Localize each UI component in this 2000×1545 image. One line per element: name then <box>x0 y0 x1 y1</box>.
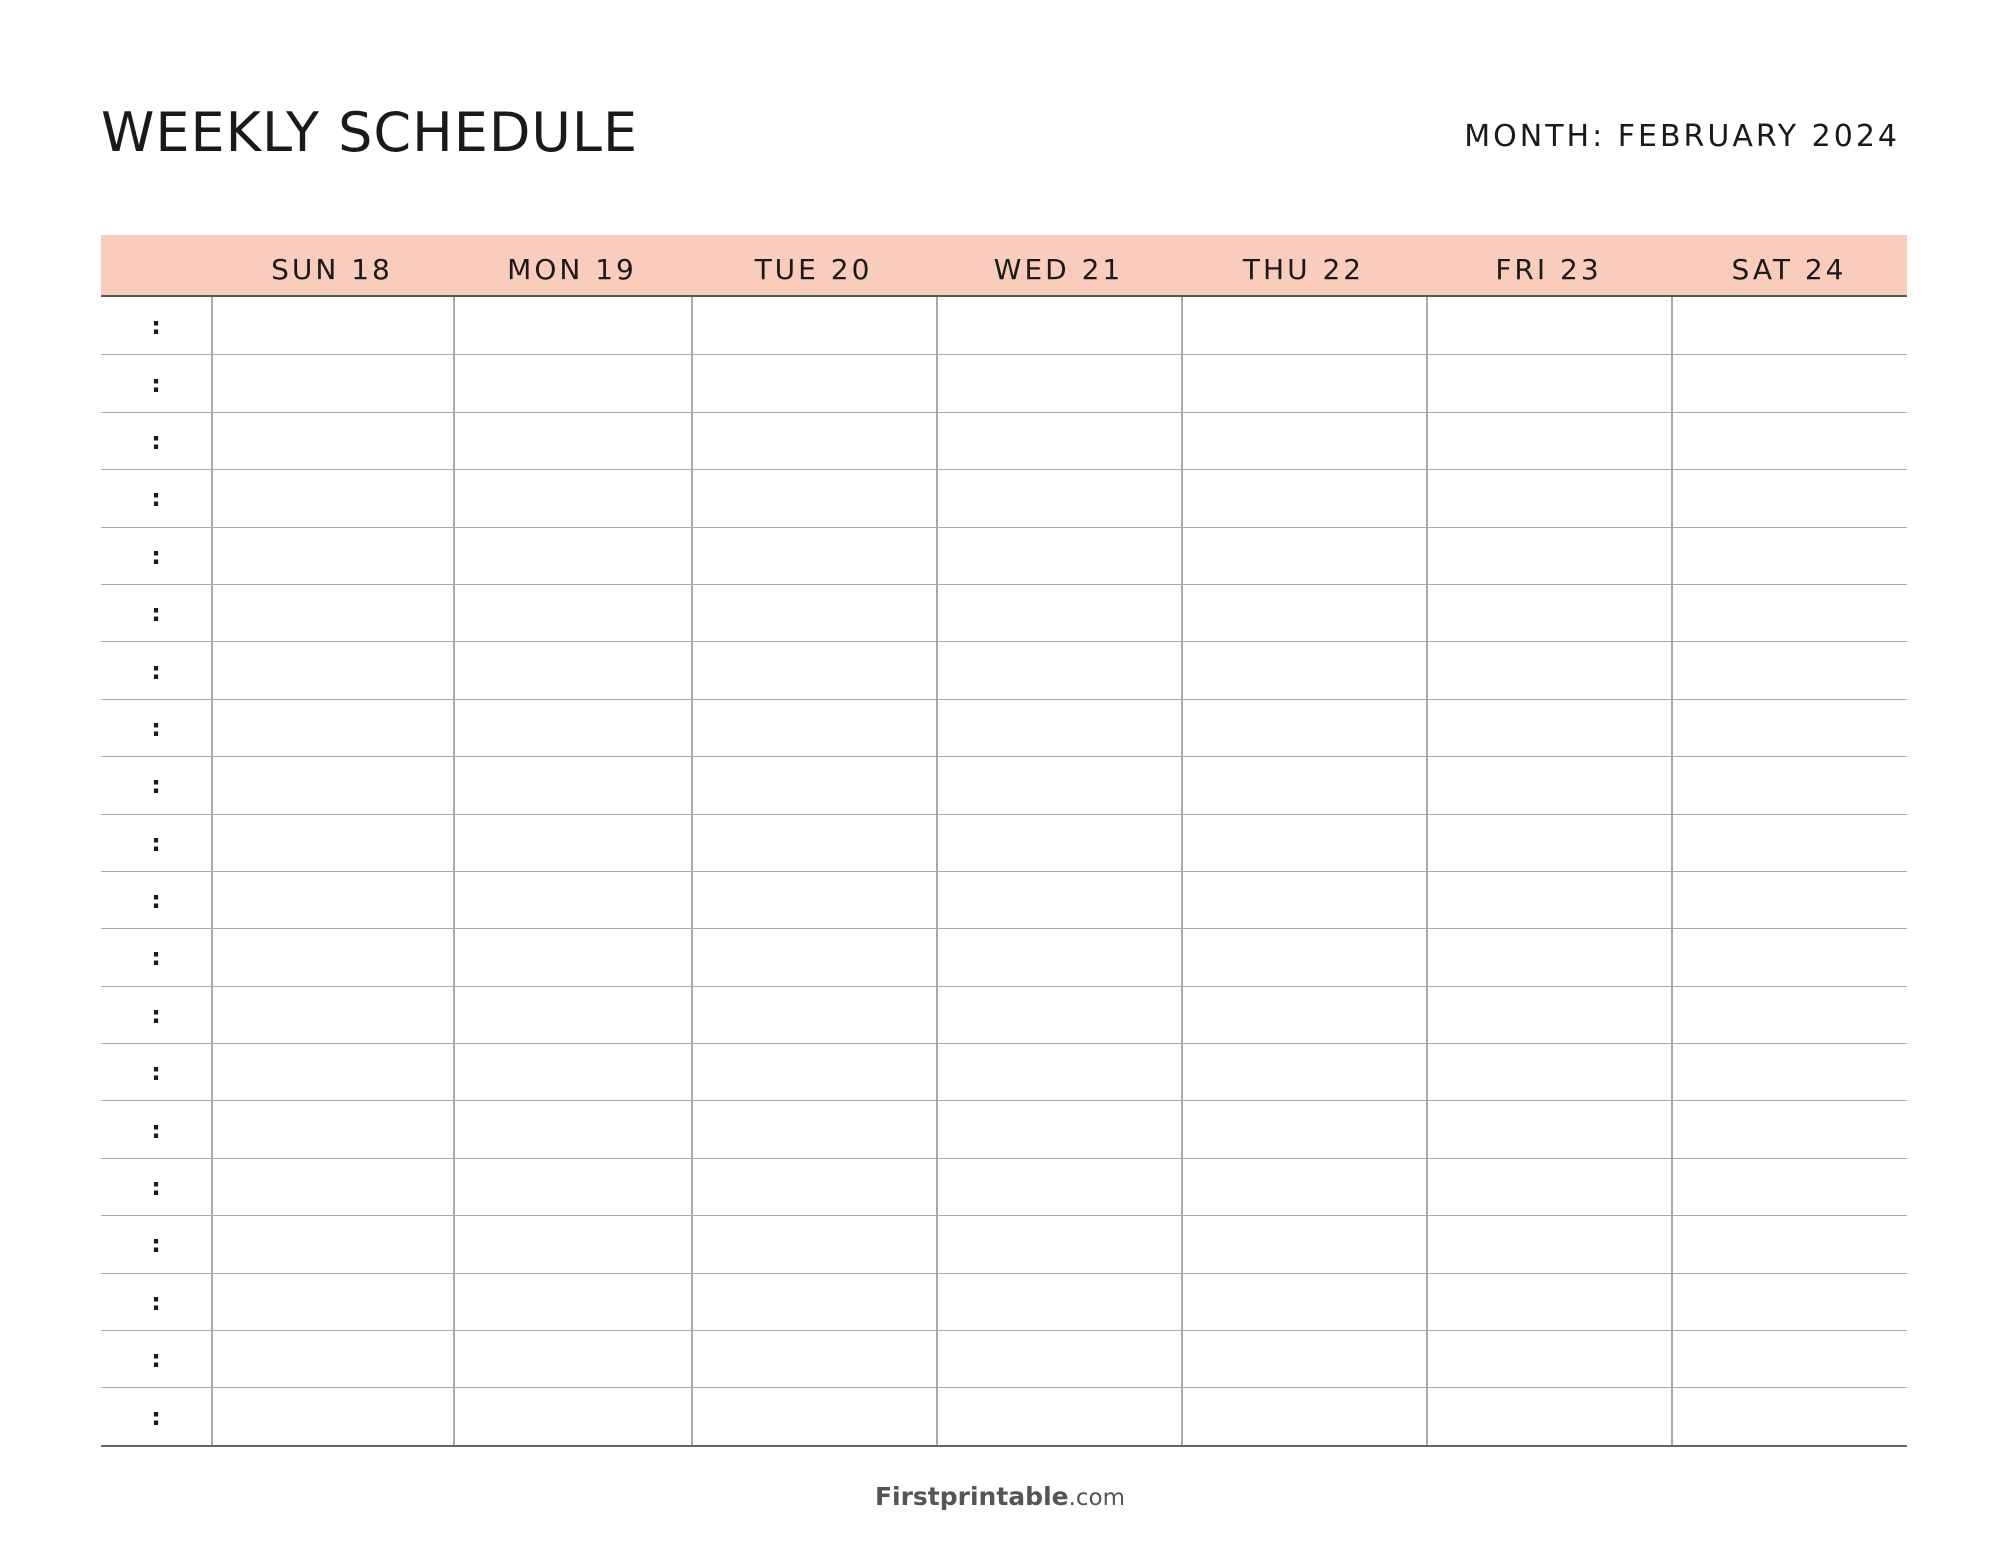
schedule-cell[interactable] <box>1426 1216 1671 1272</box>
schedule-cell[interactable] <box>211 815 453 871</box>
schedule-cell[interactable] <box>211 1159 453 1215</box>
time-slot[interactable]: : <box>151 311 161 340</box>
schedule-cell[interactable] <box>936 872 1181 928</box>
schedule-cell[interactable] <box>453 528 691 584</box>
day-header-fri: FRI 23 <box>1495 252 1602 286</box>
schedule-cell[interactable] <box>1426 987 1671 1043</box>
brand-name: Firstprintable <box>874 1482 1069 1511</box>
time-slot[interactable]: : <box>151 1230 161 1259</box>
schedule-cell[interactable] <box>1671 987 1907 1043</box>
time-slot[interactable]: : <box>151 369 161 398</box>
schedule-cell[interactable] <box>211 1101 453 1157</box>
footer-brand <box>0 1482 2000 1511</box>
time-slot[interactable]: : <box>151 1000 161 1029</box>
schedule-row <box>101 641 1907 698</box>
schedule-row <box>101 871 1907 928</box>
schedule-row <box>101 297 1907 354</box>
schedule-row <box>101 1330 1907 1387</box>
schedule-cell[interactable] <box>453 1216 691 1272</box>
schedule-cell[interactable] <box>691 642 936 698</box>
schedule-cell[interactable] <box>1671 1388 1907 1444</box>
schedule-cell[interactable] <box>211 1044 453 1100</box>
schedule-cell[interactable] <box>211 929 453 985</box>
schedule-cell[interactable] <box>1426 1159 1671 1215</box>
schedule-cell[interactable] <box>1181 642 1426 698</box>
schedule-cell[interactable] <box>453 355 691 411</box>
schedule-cell[interactable] <box>453 929 691 985</box>
schedule-cell[interactable] <box>453 1331 691 1387</box>
schedule-cell[interactable] <box>691 528 936 584</box>
schedule-cell[interactable] <box>936 929 1181 985</box>
schedule-cell[interactable] <box>1181 413 1426 469</box>
time-slot[interactable]: : <box>151 599 161 628</box>
schedule-cell[interactable] <box>1426 929 1671 985</box>
schedule-cell[interactable] <box>453 1159 691 1215</box>
schedule-cell[interactable] <box>1181 1159 1426 1215</box>
schedule-cell[interactable] <box>211 987 453 1043</box>
time-slot[interactable]: : <box>151 484 161 513</box>
time-slot[interactable]: : <box>151 713 161 742</box>
schedule-cell[interactable] <box>936 1216 1181 1272</box>
schedule-row <box>101 1273 1907 1330</box>
schedule-cell[interactable] <box>691 585 936 641</box>
schedule-cell[interactable] <box>1426 1331 1671 1387</box>
time-slot[interactable]: : <box>151 1173 161 1202</box>
schedule-cell[interactable] <box>936 413 1181 469</box>
schedule-cell[interactable] <box>691 1274 936 1330</box>
schedule-cell[interactable] <box>211 528 453 584</box>
schedule-row <box>101 584 1907 641</box>
schedule-cell[interactable] <box>1426 642 1671 698</box>
schedule-cell[interactable] <box>1426 528 1671 584</box>
schedule-row <box>101 1043 1907 1100</box>
schedule-cell[interactable] <box>1426 355 1671 411</box>
schedule-cell[interactable] <box>691 1101 936 1157</box>
schedule-cell[interactable] <box>1426 1101 1671 1157</box>
schedule-cell[interactable] <box>691 413 936 469</box>
schedule-cell[interactable] <box>936 1101 1181 1157</box>
schedule-cell[interactable] <box>211 757 453 813</box>
schedule-cell[interactable] <box>453 470 691 526</box>
schedule-cell[interactable] <box>211 872 453 928</box>
day-header-sat: SAT 24 <box>1731 252 1847 286</box>
schedule-cell[interactable] <box>1426 470 1671 526</box>
day-header-wed: WED 21 <box>993 252 1124 286</box>
schedule-cell[interactable] <box>1426 585 1671 641</box>
day-header-mon: MON 19 <box>507 252 637 286</box>
schedule-cell[interactable] <box>453 1044 691 1100</box>
schedule-cell[interactable] <box>1671 297 1907 354</box>
schedule-cell[interactable] <box>691 470 936 526</box>
schedule-cell[interactable] <box>1671 1274 1907 1330</box>
time-slot[interactable]: : <box>151 828 161 857</box>
schedule-grid <box>101 297 1907 1447</box>
brand-domain: .com <box>1068 1485 1126 1511</box>
schedule-cell[interactable] <box>453 585 691 641</box>
schedule-cell[interactable] <box>1671 1101 1907 1157</box>
schedule-row <box>101 756 1907 813</box>
schedule-cell[interactable] <box>936 297 1181 354</box>
schedule-cell[interactable] <box>936 470 1181 526</box>
schedule-cell[interactable] <box>936 1044 1181 1100</box>
page-title: WEEKLY SCHEDULE <box>101 101 639 164</box>
schedule-row <box>101 1100 1907 1157</box>
schedule-cell[interactable] <box>1181 1331 1426 1387</box>
schedule-cell[interactable] <box>691 297 936 354</box>
schedule-cell[interactable] <box>936 642 1181 698</box>
schedule-cell[interactable] <box>1426 1044 1671 1100</box>
schedule-row <box>101 527 1907 584</box>
schedule-cell[interactable] <box>453 757 691 813</box>
schedule-cell[interactable] <box>453 642 691 698</box>
schedule-cell[interactable] <box>453 815 691 871</box>
schedule-row <box>101 354 1907 411</box>
time-column-header <box>101 235 211 295</box>
schedule-cell[interactable] <box>936 1159 1181 1215</box>
schedule-cell[interactable] <box>1426 297 1671 354</box>
schedule-cell[interactable] <box>1181 528 1426 584</box>
schedule-cell[interactable] <box>453 413 691 469</box>
schedule-cell[interactable] <box>691 757 936 813</box>
schedule-cell[interactable] <box>1181 872 1426 928</box>
schedule-cell[interactable] <box>936 528 1181 584</box>
schedule-cell[interactable] <box>1426 700 1671 756</box>
month-label: MONTH: FEBRUARY 2024 <box>1464 119 1900 154</box>
schedule-row <box>101 1215 1907 1272</box>
schedule-cell[interactable] <box>936 1388 1181 1444</box>
time-slot[interactable]: : <box>151 771 161 800</box>
time-slot[interactable]: : <box>151 1345 161 1374</box>
schedule-cell[interactable] <box>1671 528 1907 584</box>
schedule-cell[interactable] <box>453 1388 691 1444</box>
schedule-cell[interactable] <box>1671 1044 1907 1100</box>
schedule-cell[interactable] <box>1181 355 1426 411</box>
schedule-cell[interactable] <box>1181 929 1426 985</box>
schedule-cell[interactable] <box>453 987 691 1043</box>
schedule-cell[interactable] <box>453 297 691 354</box>
schedule-cell[interactable] <box>1426 872 1671 928</box>
day-header-sun: SUN 18 <box>271 252 393 286</box>
schedule-cell[interactable] <box>691 1159 936 1215</box>
schedule-cell[interactable] <box>1426 1274 1671 1330</box>
time-slot[interactable]: : <box>151 541 161 570</box>
schedule-cell[interactable] <box>691 1388 936 1444</box>
schedule-cell[interactable] <box>211 413 453 469</box>
schedule-cell[interactable] <box>1671 1331 1907 1387</box>
schedule-cell[interactable] <box>691 815 936 871</box>
schedule-cell[interactable] <box>453 700 691 756</box>
schedule-cell[interactable] <box>1671 872 1907 928</box>
schedule-row <box>101 1158 1907 1215</box>
schedule-cell[interactable] <box>1671 757 1907 813</box>
schedule-cell[interactable] <box>691 355 936 411</box>
schedule-cell[interactable] <box>1671 1216 1907 1272</box>
schedule-cell[interactable] <box>1671 355 1907 411</box>
schedule-cell[interactable] <box>1181 757 1426 813</box>
schedule-cell[interactable] <box>1671 700 1907 756</box>
time-slot[interactable]: : <box>151 943 161 972</box>
schedule-cell[interactable] <box>1181 1388 1426 1444</box>
schedule-cell[interactable] <box>691 987 936 1043</box>
schedule-cell[interactable] <box>211 470 453 526</box>
schedule-cell[interactable] <box>936 757 1181 813</box>
schedule-cell[interactable] <box>1426 757 1671 813</box>
schedule-cell[interactable] <box>1181 1101 1426 1157</box>
schedule-cell[interactable] <box>211 1388 453 1444</box>
schedule-row <box>101 1387 1907 1444</box>
schedule-cell[interactable] <box>1671 642 1907 698</box>
time-slot[interactable]: : <box>151 1287 161 1316</box>
schedule-cell[interactable] <box>691 872 936 928</box>
time-slot[interactable]: : <box>151 1115 161 1144</box>
schedule-cell[interactable] <box>211 585 453 641</box>
schedule-cell[interactable] <box>1671 929 1907 985</box>
schedule-table <box>101 235 1907 1447</box>
schedule-cell[interactable] <box>453 872 691 928</box>
schedule-cell[interactable] <box>1671 1159 1907 1215</box>
schedule-row <box>101 412 1907 469</box>
schedule-cell[interactable] <box>1671 585 1907 641</box>
schedule-cell[interactable] <box>936 1274 1181 1330</box>
schedule-row <box>101 928 1907 985</box>
day-header-thu: THU 22 <box>1242 252 1365 286</box>
schedule-cell[interactable] <box>936 355 1181 411</box>
time-slot[interactable]: : <box>151 656 161 685</box>
schedule-cell[interactable] <box>936 585 1181 641</box>
schedule-cell[interactable] <box>936 1331 1181 1387</box>
schedule-cell[interactable] <box>691 1044 936 1100</box>
schedule-row <box>101 814 1907 871</box>
schedule-cell[interactable] <box>211 1274 453 1330</box>
day-header-row <box>101 235 1907 297</box>
schedule-cell[interactable] <box>1426 1388 1671 1444</box>
schedule-cell[interactable] <box>1181 297 1426 354</box>
schedule-cell[interactable] <box>691 1216 936 1272</box>
schedule-cell[interactable] <box>936 815 1181 871</box>
day-header-tue: TUE 20 <box>754 252 873 286</box>
schedule-cell[interactable] <box>211 355 453 411</box>
schedule-cell[interactable] <box>936 987 1181 1043</box>
schedule-cell[interactable] <box>211 1216 453 1272</box>
schedule-cell[interactable] <box>1181 1044 1426 1100</box>
schedule-cell[interactable] <box>691 1331 936 1387</box>
schedule-cell[interactable] <box>1181 1216 1426 1272</box>
schedule-row <box>101 986 1907 1043</box>
time-slot[interactable]: : <box>151 1058 161 1087</box>
schedule-cell[interactable] <box>1181 700 1426 756</box>
schedule-row <box>101 469 1907 526</box>
schedule-cell[interactable] <box>691 929 936 985</box>
time-slot[interactable]: : <box>151 886 161 915</box>
schedule-cell[interactable] <box>1671 815 1907 871</box>
schedule-cell[interactable] <box>1426 413 1671 469</box>
schedule-cell[interactable] <box>211 700 453 756</box>
schedule-cell[interactable] <box>211 297 453 354</box>
schedule-cell[interactable] <box>1181 1274 1426 1330</box>
schedule-cell[interactable] <box>1671 470 1907 526</box>
schedule-cell[interactable] <box>691 700 936 756</box>
schedule-cell[interactable] <box>211 642 453 698</box>
schedule-cell[interactable] <box>1181 987 1426 1043</box>
schedule-cell[interactable] <box>1181 470 1426 526</box>
schedule-cell[interactable] <box>1671 413 1907 469</box>
time-slot[interactable]: : <box>151 426 161 455</box>
schedule-row <box>101 699 1907 756</box>
schedule-cell[interactable] <box>453 1101 691 1157</box>
schedule-cell[interactable] <box>211 1331 453 1387</box>
schedule-cell[interactable] <box>936 700 1181 756</box>
time-slot[interactable]: : <box>151 1402 161 1431</box>
schedule-cell[interactable] <box>1426 815 1671 871</box>
schedule-cell[interactable] <box>1181 815 1426 871</box>
schedule-cell[interactable] <box>1181 585 1426 641</box>
schedule-cell[interactable] <box>453 1274 691 1330</box>
